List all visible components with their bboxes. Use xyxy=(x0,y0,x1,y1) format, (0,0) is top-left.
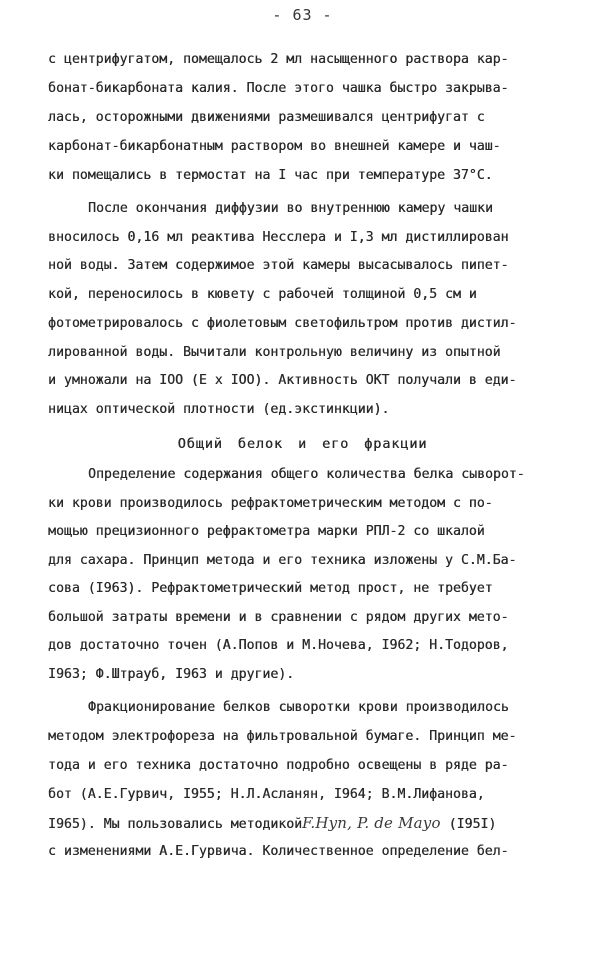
text-line-with-insert xyxy=(48,813,548,835)
text-line: бот (А.Е.Гурвич, I955; Н.Л.Асланян, I964; В.М.Лифанова, xyxy=(48,787,485,802)
text-line: тода и его техника достаточно подробно освещены в ряде ра- xyxy=(48,758,509,773)
text-line: Определение содержания общего количества белка сыворот- xyxy=(88,467,525,482)
handwritten-insert: F.Hyn, P. de Mayo xyxy=(302,814,441,832)
text-line: лась, осторожными движениями размешивался центрифугат с xyxy=(48,110,485,125)
text-line: лированной воды. Вычитали контрольную величину из опытной xyxy=(48,345,501,360)
text-line: мощью прецизионного рефрактометра марки РПЛ-2 со шкалой xyxy=(48,524,485,539)
text-line: методом электрофореза на фильтровальной бумаге. Принцип ме- xyxy=(48,729,517,744)
text-line: ной воды. Затем содержимое этой камеры высасывалось пипет- xyxy=(48,258,509,273)
text-line: фотометрировалось с фиолетовым светофильтром против дистил- xyxy=(48,316,517,331)
text-line: с изменениями А.Е.Гурвича. Количественное определение бел- xyxy=(48,844,509,859)
text-line: большой затраты времени и в сравнении с рядом других мето- xyxy=(48,610,509,625)
text-fragment: I965). Мы пользовались методикой xyxy=(48,817,303,832)
text-line: и умножали на IOO (Е х IOO). Активность ОКТ получали в еди- xyxy=(48,373,517,388)
text-line: кой, переносилось в кювету с рабочей толщиной 0,5 см и xyxy=(48,287,477,302)
section-heading: Общий белок и его фракции xyxy=(177,436,428,452)
text-line: вносилось 0,16 мл реактива Несслера и I,3 мл дистиллирован xyxy=(48,230,509,245)
text-line: сова (I963). Рефрактометрический метод прост, не требует xyxy=(48,581,493,596)
text-line: ки крови производилось рефрактометрическим методом с по- xyxy=(48,496,493,511)
text-line: После окончания диффузии во внутреннюю камеру чашки xyxy=(88,201,493,216)
text-line: для сахара. Принцип метода и его техника изложены у С.М.Ба- xyxy=(48,553,517,568)
text-fragment: (I95I) xyxy=(440,817,497,832)
text-line: Фракционирование белков сыворотки крови производилось xyxy=(88,700,509,715)
text-line: ки помещались в термостат на I час при температуре 37°С. xyxy=(48,168,493,183)
text-line: бонат-бикарбоната калия. После этого чашка быстро закрыва- xyxy=(48,81,509,96)
text-line: с центрифугатом, помещалось 2 мл насыщенного раствора кар- xyxy=(48,52,509,67)
text-line: карбонат-бикарбонатным раствором во внешней камере и чаш- xyxy=(48,139,501,154)
page-number: - 63 - xyxy=(272,6,333,24)
text-line: дов достаточно точен (А.Попов и М.Ночева, I962; Н.Тодоров, xyxy=(48,638,509,653)
text-line: I963; Ф.Штрауб, I963 и другие). xyxy=(48,667,295,682)
text-line: ницах оптической плотности (ед.экстинкции). xyxy=(48,402,390,417)
